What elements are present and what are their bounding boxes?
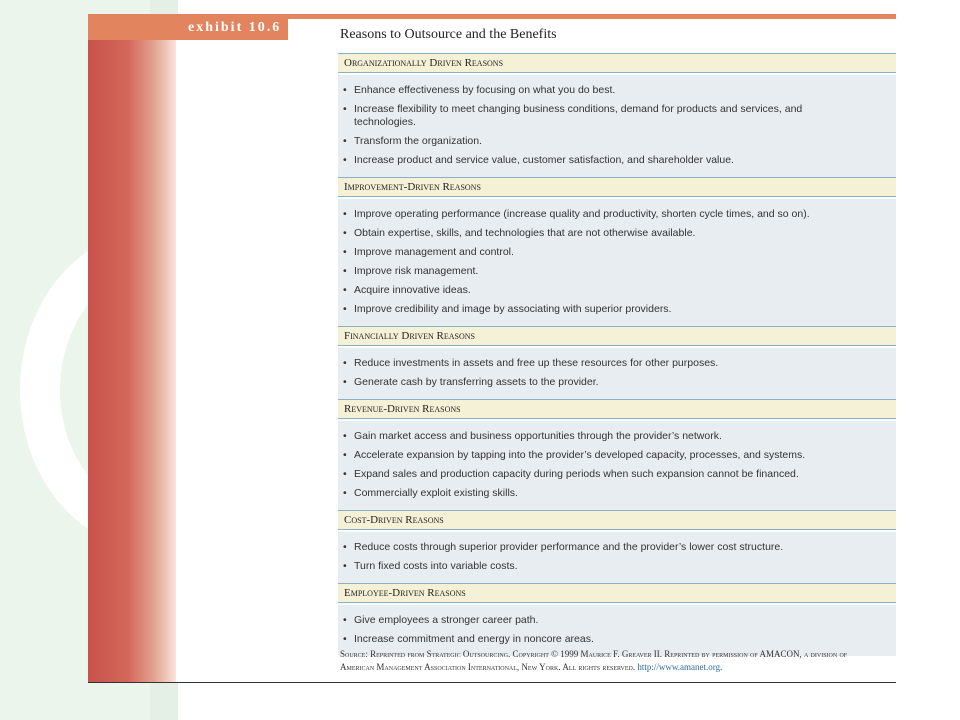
section-heading: Cost-Driven Reasons [338,510,896,530]
list-item: • Gain market access and business opportunities through the provider’s network. [338,430,896,443]
exhibit-tab-label: exhibit 10.6 [88,14,288,40]
exhibit-title: Reasons to Outsource and the Benefits [340,27,557,42]
list-item: • Give employees a stronger career path. [338,614,896,627]
section-body [338,346,896,399]
source-note [340,648,880,674]
list-item: • Transform the organization. [338,135,896,148]
exhibit-card [88,14,896,683]
list-item: • Reduce costs through superior provider performance and the provider’s lower cost structure. [338,541,896,554]
exhibit-side-bar [88,14,176,682]
list-item: • Increase flexibility to meet changing business conditions, demand for products and services, and technologies. [338,103,896,129]
list-item: • Improve operating performance (increase quality and productivity, shorten cycle times, and so on). [338,208,896,221]
list-item: • Improve risk management. [338,265,896,278]
section-heading: Financially Driven Reasons [338,326,896,346]
section-body [338,530,896,583]
list-item: • Generate cash by transferring assets to the provider. [338,376,896,389]
list-item: • Accelerate expansion by tapping into the provider’s developed capacity, processes, and systems. [338,449,896,462]
list-item: • Turn fixed costs into variable costs. [338,560,896,573]
list-item: • Increase commitment and energy in noncore areas. [338,633,896,646]
list-item: • Improve management and control. [338,246,896,259]
section-body [338,419,896,510]
source-text: Source: Reprinted from Strategic Outsourcing. Copyright © 1999 Maurice F. Greaver II. Reprinted by permission of AMACON, a division of American Management Association International, New York. All rights reserved. [340,649,848,672]
list-item: • Commercially exploit existing skills. [338,487,896,500]
list-item: • Obtain expertise, skills, and technologies that are not otherwise available. [338,227,896,240]
list-item: • Reduce investments in assets and free up these resources for other purposes. [338,357,896,370]
source-link[interactable]: http://www.amanet.org. [637,662,723,672]
list-item: • Acquire innovative ideas. [338,284,896,297]
list-item: • Expand sales and production capacity during periods when such expansion cannot be financed. [338,468,896,481]
section-heading: Revenue-Driven Reasons [338,399,896,419]
section-heading: Organizationally Driven Reasons [338,53,896,73]
list-item: • Improve credibility and image by associating with superior providers. [338,303,896,316]
section-heading: Improvement-Driven Reasons [338,177,896,197]
section-body [338,197,896,326]
section-body [338,73,896,177]
reasons-table [338,53,896,656]
list-item: • Increase product and service value, customer satisfaction, and shareholder value. [338,154,896,167]
list-item: • Enhance effectiveness by focusing on what you do best. [338,84,896,97]
exhibit-top-rule [288,14,896,19]
section-heading: Employee-Driven Reasons [338,583,896,603]
